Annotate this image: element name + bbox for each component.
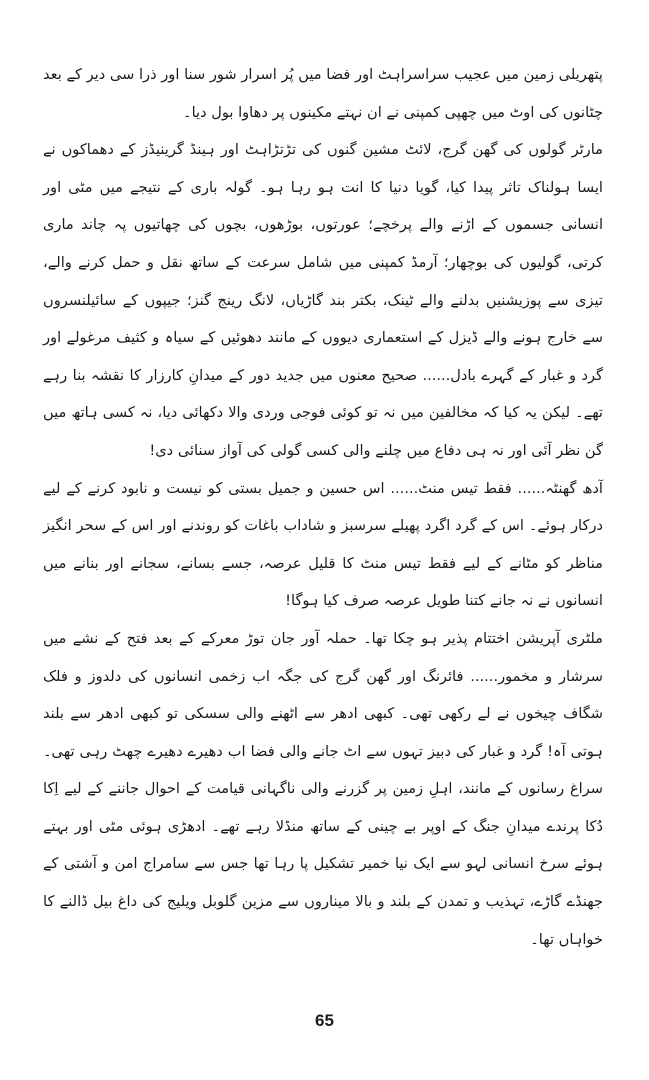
body-text	[43, 56, 603, 958]
paragraph-2: مارٹر گولوں کی گھن گرج، لائٹ مشین گنوں کی تڑتڑاہٹ اور ہینڈ گرینیڈز کے دھماکوں نے ایسا ہولناک تاثر پیدا کیا، گویا دنیا کا انت ہو رہا ہو۔ گولہ باری کے نتیجے میں مٹی اور انسانی جسموں کے اڑنے والے پرخچے؛ عورتوں، بوڑھوں، بچوں کی چھاتیوں پہ چاند ماری کرتی، گولیوں کی بوچھار؛ آرمڈ کمپنی میں شامل سرعت کے ساتھ نقل و حمل کرنے والے، تیزی سے پوزیشنیں بدلنے والے ٹینک، بکتر بند گاڑیاں، لانگ رینج گنز؛ جیپوں کے سائیلنسروں سے خارج ہونے والے ڈیزل کے استعماری دیووں کے مانند دھوئیں کے سیاہ و کثیف مرغولے اور گرد و غبار کے گہرے بادل...... صحیح معنوں میں جدید دور کے میدانِ کارزار کا نقشہ بنا رہے تھے۔ لیکن یہ کیا کہ مخالفین میں نہ تو کوئی فوجی وردی والا دکھائی دیا، نہ کسی ہاتھ میں گن نظر آئی اور نہ ہی دفاع میں چلنے والی کسی گولی کی آواز سنائی دی!	[43, 141, 603, 459]
paragraph-1: پتھریلی زمین میں عجیب سراسراہٹ اور فضا میں پُر اسرار شور سنا اور ذرا سی دیر کے بعد چٹانوں کی اوٹ میں چھپی کمپنی نے ان نہتے مکینوں پر دھاوا بول دیا۔	[43, 66, 603, 121]
page-number: 65	[315, 1011, 334, 1030]
paragraph-4: ملٹری آپریشن اختتام پذیر ہو چکا تھا۔ حملہ آور جان توڑ معرکے کے بعد فتح کے نشے میں سرشار و مخمور...... فائرنگ اور گھن گرج کی جگہ اب زخمی انسانوں کی دلدوز و فلک شگاف چیخوں نے لے رکھی تھی۔ کبھی ادھر سے اٹھنے والی سسکی تو کبھی ادھر سے بلند ہوتی آہ! گرد و غبار کی دبیز تہوں سے اٹ جانے والی فضا اب دھیرے دھیرے چھٹ رہی تھی۔ سراغ رسانوں کے مانند، اہلِ زمین پر گزرنے والی ناگہانی قیامت کے احوال جاننے کے لیے اِکا دُکا پرندے میدانِ جنگ کے اوپر بے چینی کے ساتھ منڈلا رہے تھے۔ ادھڑی ہوئی مٹی اور بہتے ہوئے سرخ انسانی لہو سے ایک نیا خمیر تشکیل پا رہا تھا جس سے سامراج امن و آشتی کے جھنڈے گاڑے، تہذیب و تمدن کے بلند و بالا میناروں سے مزین گلوبل ویلیج کی داغ بیل ڈالنے کا خواہاں تھا۔	[43, 629, 603, 948]
paragraph-3: آدھ گھنٹہ...... فقط تیس منٹ...... اس حسین و جمیل بستی کو نیست و نابود کرنے کے لیے درکار ہوئے۔ اس کے گرد اگرد پھیلے سرسبز و شاداب باغات کو روندنے اور اس کے سحر انگیز مناظر کو مٹانے کے لیے فقط تیس منٹ کا قلیل عرصہ، جسے بسانے، سجانے اور بنانے میں انسانوں نے نہ جانے کتنا طویل عرصہ صرف کیا ہوگا!	[43, 479, 603, 610]
